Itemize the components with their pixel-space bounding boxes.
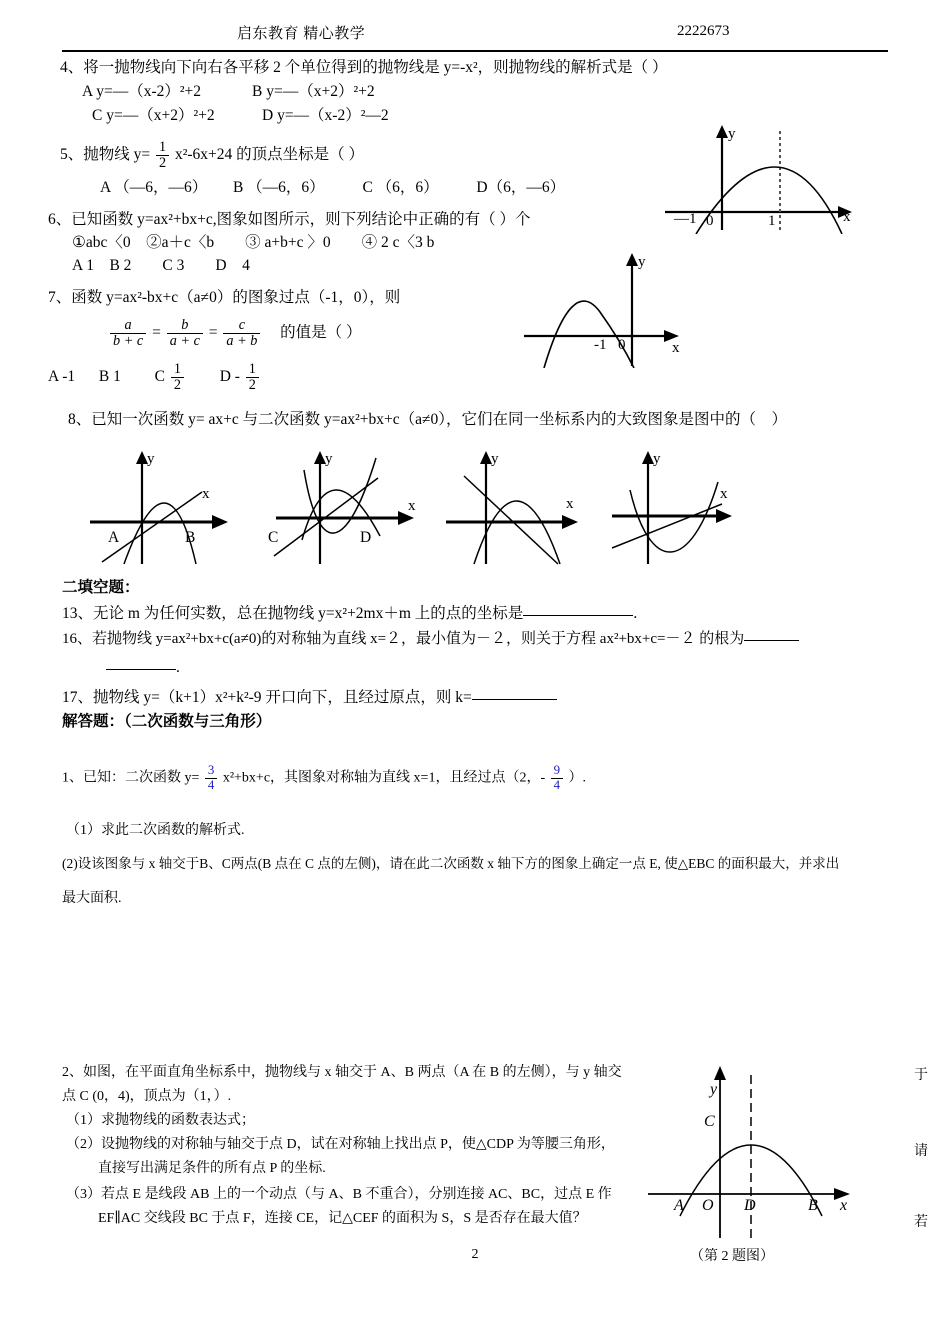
question-8-figure-1 [72, 446, 262, 566]
svg-text:C: C [704, 1113, 715, 1130]
svg-text:A: A [674, 1197, 684, 1214]
answer-q2-sub2b: 直接写出满足条件的所有点 P 的坐标. [98, 1161, 326, 1176]
svg-text:0: 0 [706, 213, 714, 229]
question-7-option-c-label: C [154, 368, 165, 386]
question-4-stem: 4、将一抛物线向下向右各平移 2 个单位得到的抛物线是 y=-x²，则抛物线的解析式是（ ） [60, 59, 668, 76]
question-2-figure-caption: （第 2 题图） [690, 1249, 774, 1264]
svg-text:y: y [728, 126, 736, 142]
fraction-a-over-b-plus-c: $\frac{a}{b + c}$ [110, 318, 146, 349]
question-6-options: A 1 B 2 C 3 D 4 [72, 257, 250, 274]
svg-text:0: 0 [618, 337, 626, 353]
answer-q1-sub2-cont: 最大面积. [62, 891, 122, 906]
fraction-b-over-a-plus-c: $\frac{b}{a + c}$ [167, 318, 203, 349]
answer-blank-13[interactable] [523, 615, 633, 616]
fill-question-13-text: 13、无论 m 为任何实数，总在抛物线 y=x²+2mx＋m 上的点的坐标是 [62, 605, 524, 622]
answer-q1-post: ）. [568, 770, 587, 786]
answer-q2-line1: 2、如图，在平面直角坐标系中，抛物线与 x 轴交于 A、B 两点（A 在 B 的左侧），与 y 轴交 [62, 1065, 622, 1080]
answer-q1-pre: 1、已知：二次函数 y= [62, 770, 200, 786]
question-5-option-b: B （—6，6） [232, 179, 325, 196]
question-7-options [48, 362, 261, 393]
question-5-option-d: D（6，—6） [476, 179, 566, 196]
question-7-equation-tail: 的值是（ ） [280, 324, 362, 342]
question-8-figure-3 [440, 446, 630, 566]
question-7-figure [524, 248, 704, 368]
question-5-stem [60, 140, 364, 171]
question-7-equation [108, 318, 362, 349]
svg-text:O: O [702, 1197, 714, 1214]
answer-blank-17[interactable] [472, 699, 557, 700]
fraction-nine-quarters: $\frac{9}{4}$ [551, 764, 563, 792]
question-4-option-d: D y=—（x-2）²—2 [262, 107, 389, 124]
question-4-option-b: B y=—（x+2）²+2 [252, 83, 375, 100]
answer-question-1 [62, 764, 586, 792]
question-6-figure [660, 122, 860, 234]
question-4-option-a: A y=—（x-2）²+2 [82, 83, 202, 100]
answer-q1-sub2: (2)设该图象与 x 轴交于B、C两点(B 点在 C 点的左侧)，请在此二次函数 x 轴下方的图象上确定一点 E, 使△EBC 的面积最大，并求出 [62, 856, 840, 871]
question-2-figure [648, 1058, 878, 1243]
question-7-stem: 7、函数 y=ax²-bx+c（a≠0）的图象过点（-1，0），则 [48, 289, 401, 306]
svg-text:y: y [653, 451, 661, 467]
question-8-label-b: B [185, 529, 196, 546]
question-7-option-b: B 1 [98, 368, 121, 386]
answer-section-heading: 解答题：（二次函数与三角形） [62, 713, 272, 730]
margin-char-2: 请 [914, 1144, 928, 1159]
fill-question-13 [62, 604, 637, 623]
question-7-option-d-label: D - [219, 368, 240, 386]
svg-text:D: D [744, 1197, 756, 1214]
question-5-stem-post: x²-6x+24 的顶点坐标是（ ） [175, 146, 365, 164]
question-4-option-c: C y=—（x+2）²+2 [92, 107, 215, 124]
svg-text:x: x [672, 340, 680, 356]
svg-text:y: y [325, 451, 333, 467]
page-header [62, 22, 888, 52]
question-8-label-c: C [268, 529, 279, 546]
fill-question-17-text: 17、抛物线 y=（k+1）x²+k²-9 开口向下，且经过原点，则 k= [62, 689, 472, 706]
margin-char-3: 若 [914, 1215, 928, 1230]
question-5-stem-pre: 5、抛物线 y= [60, 146, 151, 164]
answer-q2-sub3b: EF∥AC 交线段 BC 于点 F，连接 CE，记△CEF 的面积为 S，S 是否存在最大值？ [98, 1211, 587, 1226]
svg-text:y: y [491, 451, 499, 467]
fraction-three-quarters: $\frac{3}{4}$ [205, 764, 217, 792]
fill-question-13-tail: . [633, 605, 638, 622]
svg-text:x: x [840, 1197, 848, 1214]
question-5-option-a: A （—6，—6） [100, 179, 208, 196]
svg-text:x: x [843, 209, 851, 225]
fraction-c-over-a-plus-b: $\frac{c}{a + b}$ [223, 318, 260, 349]
page-number: 2 [471, 1247, 479, 1262]
answer-q2-sub3a: （3）若点 E 是线段 AB 上的一个动点（与 A、B 不重合），分别连接 AC、BC，过点 E 作 [66, 1187, 612, 1202]
answer-q1-sub1: （1）求此二次函数的解析式. [66, 823, 245, 838]
svg-text:x: x [408, 498, 416, 514]
header-phone: 2222673 [677, 23, 730, 39]
svg-text:y: y [710, 1081, 718, 1098]
question-8-figure-2 [268, 446, 458, 566]
answer-q2-sub1: （1）求抛物线的函数表达式； [66, 1113, 255, 1128]
question-8-stem: 8、已知一次函数 y= ax+c 与二次函数 y=ax²+bx+c（a≠0），它们在同一坐标系内的大致图象是图中的（ ） [68, 411, 788, 428]
answer-q2-sub2a: （2）设抛物线的对称轴与轴交于点 D，试在对称轴上找出点 P，使△CDP 为等腰三角形， [66, 1137, 615, 1152]
question-8-figure-4 [606, 446, 796, 566]
fill-question-16 [62, 630, 799, 649]
header-title: 启东教育 精心教学 [237, 26, 366, 42]
question-8-label-a: A [108, 529, 120, 546]
fill-question-16-cont [106, 658, 180, 677]
question-5-option-c: C （6，6） [362, 179, 439, 196]
question-8-label-d: D [360, 529, 372, 546]
svg-text:x: x [202, 486, 210, 502]
question-6-claims: ①abc〈0 ②a＋c〈b ③ a+b+c 〉0 ④ 2 c〈3 b [72, 234, 435, 251]
fraction-one-half-d: $\frac{1}{2}$ [246, 362, 259, 393]
fraction-one-half-c: $\frac{1}{2}$ [171, 362, 184, 393]
svg-text:—1: —1 [674, 211, 697, 227]
svg-text:B: B [808, 1197, 818, 1214]
question-7-option-a: A -1 [48, 368, 76, 386]
equals-sign-2: = [208, 324, 218, 342]
svg-text:1: 1 [768, 213, 776, 229]
svg-text:-1: -1 [594, 337, 607, 353]
fill-question-16-text: 16、若抛物线 y=ax²+bx+c(a≠0)的对称轴为直线 x=２，最小值为－２，则关于方程 ax²+bx+c=－２ 的根为 [62, 631, 745, 647]
answer-q2-line2: 点 C (0，4)，顶点为（1，）. [62, 1089, 232, 1104]
fraction-one-half: $\frac{1}{2}$ [156, 140, 169, 171]
fill-question-16-tail: . [176, 659, 180, 676]
svg-text:x: x [720, 486, 728, 502]
svg-text:y: y [147, 451, 155, 467]
answer-q1-mid: x²+bx+c，其图象对称轴为直线 x=1，且经过点（2，- [222, 770, 546, 786]
question-5-options [100, 178, 565, 197]
svg-text:x: x [566, 496, 574, 512]
equals-sign-1: = [152, 324, 161, 342]
svg-text:y: y [638, 254, 646, 270]
margin-char-1: 于 [914, 1068, 928, 1083]
question-6-stem: 6、已知函数 y=ax²+bx+c,图象如图所示，则下列结论中正确的有（ ）个 [48, 211, 531, 228]
answer-blank-16b[interactable] [106, 669, 176, 670]
fill-section-heading: 二填空题： [62, 579, 140, 596]
fill-question-17 [62, 688, 557, 707]
answer-blank-16[interactable] [744, 640, 799, 641]
